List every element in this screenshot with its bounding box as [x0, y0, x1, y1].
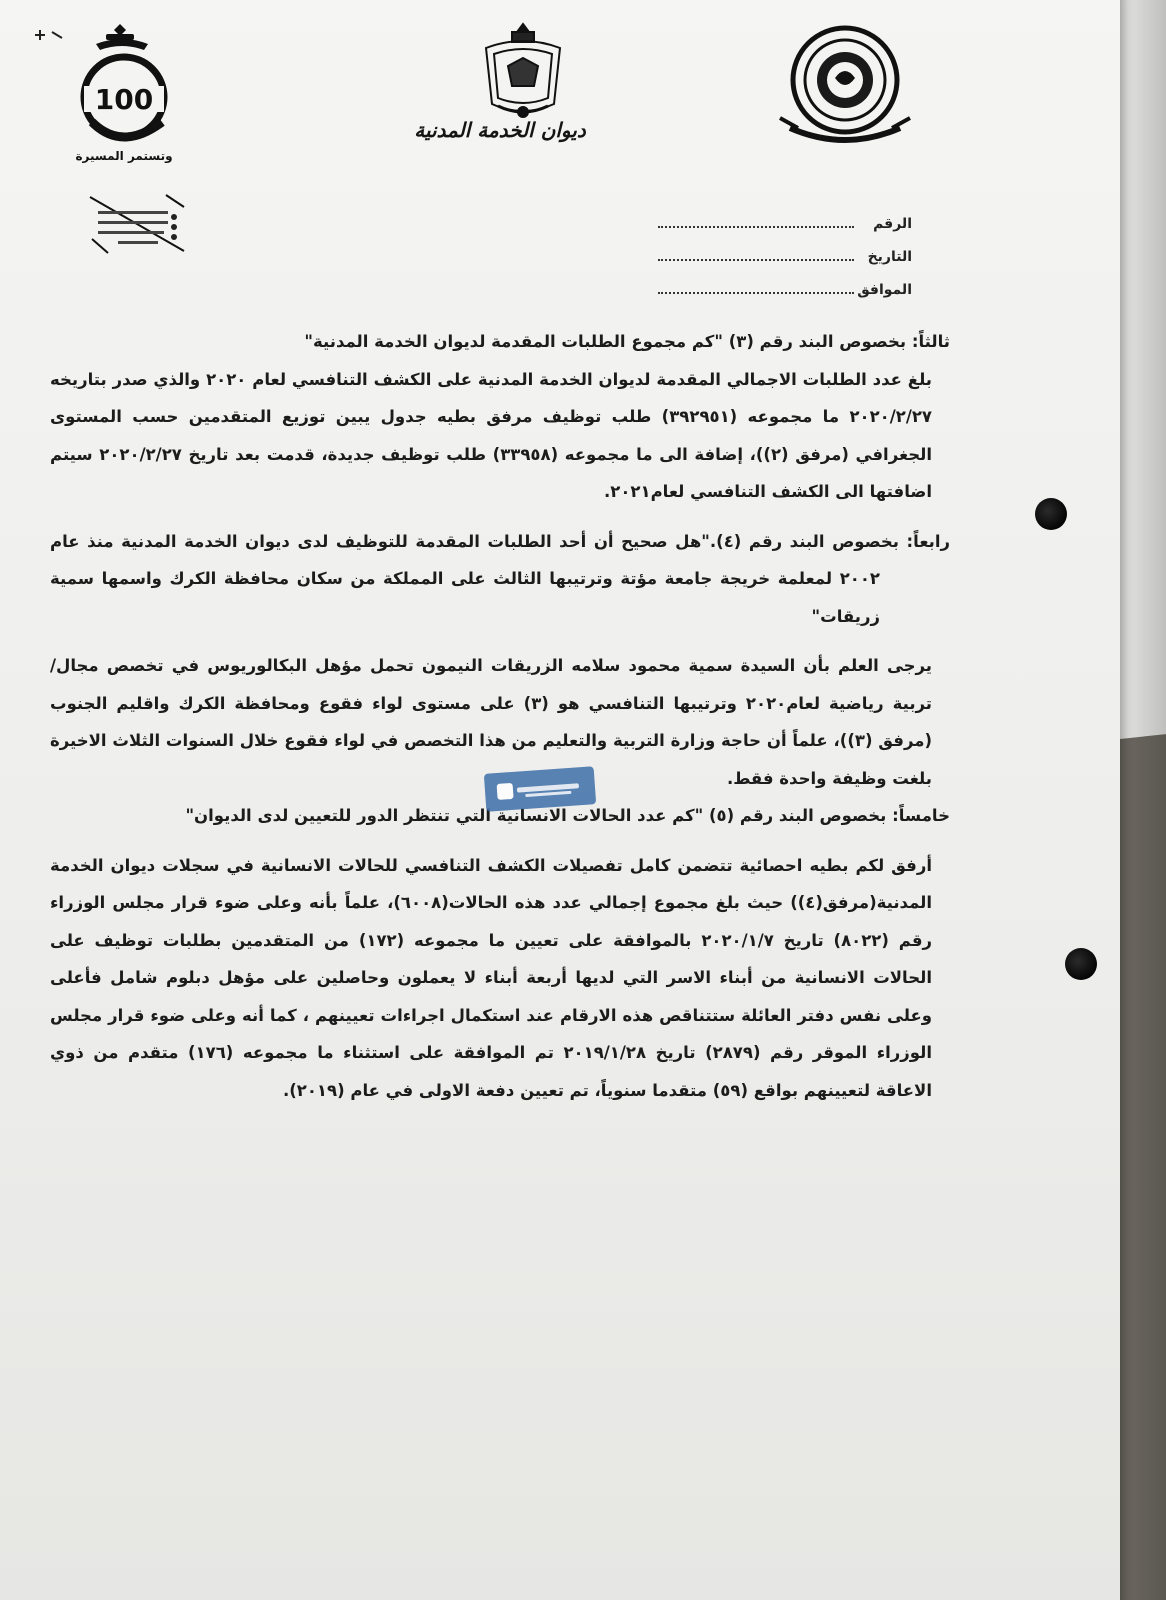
civil-service-bureau-seal-icon: [770, 20, 920, 155]
section-four-paragraph: يرجى العلم بأن السيدة سمية محمود سلامه الزريقات النيمون تحمل مؤهل البكالوريوس في تخصص مجال/تربية رياضية لعام٢٠٢٠ وترتيبها التنافسي هو (٣) على مستوى لواء فقوع ومحافظة الكرك واقليم الجنوب (مرفق (٣))، علماً أن حاجة وزارة التربية والتعليم من هذا التخصص في لواء فقوع خلال السنوات الثلاث الاخيرة بلغت وظيفة واحدة فقط.: [50, 656, 933, 788]
reference-date-row: [652, 245, 912, 278]
punch-hole: [1065, 948, 1097, 980]
reference-block: [652, 212, 912, 311]
section-three-paragraph: بلغ عدد الطلبات الاجمالي المقدمة لديوان الخدمة المدنية على الكشف التنافسي لعام ٢٠٢٠ والذي صدر بتاريخه ٢٠٢٠/٢/٢٧ ما مجموعه (٣٩٢٩٥١) طلب توظيف مرفق بطيه جدول يبين توزيع المتقدمين حسب المستوى الجغرافي (مرفق (٢))، إضافة الى ما مجموعه (٣٣٩٥٨) طلب توظيف جديدة، قدمت بعد تاريخ ٢٠٢٠/٢/٢٧ سيتم اضافتها الى الكشف التنافسي لعام٢٠٢١.: [50, 369, 933, 501]
reference-number-label: الرقم: [873, 216, 912, 232]
svg-text:100: 100: [94, 83, 154, 116]
reference-date-line: [658, 245, 854, 261]
approval-stamp-icon: [88, 193, 188, 255]
section-five-heading: خامساً: بخصوص البند رقم (٥) "كم عدد الحالات الانسانية التي تنتظر الدور للتعيين لدى الديوان": [185, 806, 950, 825]
section-five-paragraph: أرفق لكم بطيه احصائية تتضمن كامل تفصيلات الكشف التنافسي للحالات الانسانية في سجلات ديوان الخدمة المدنية(مرفق(٤)) حيث بلغ مجموع إجمالي عدد هذه الحالات(٦٠٠٨)، علماً بأنه وعلى ضوء قرار مجلس الوزراء رقم (٨٠٢٢) تاريخ ٢٠٢٠/١/٧ بالموافقة على تعيين ما مجموعه (١٧٢) من المتقدمين بطلبات توظيف على الحالات الانسانية من أبناء الاسر التي لديها أربعة أبناء لا يعملون وحاصلين على مؤهل دبلوم شامل فأعلى وعلى نفس دفتر العائلة ستتناقص هذه الارقام عند استكمال اجراءات تعيينهم ، كما أنه وعلى ضوء قرار مجلس الوزراء الموقر رقم (٢٨٧٩) تاريخ ٢٠١٩/١/٢٨ تم الموافقة على استثناء ما مجموعه (١٧٦) متقدم من ذوي الاعاقة لتعيينهم بواقع (٥٩) متقدما سنوياً، تم تعيين دفعة الاولى في عام (٢٠١٩).: [50, 855, 932, 1100]
pen-mark-icon: [30, 20, 70, 50]
reference-corresponding-row: [652, 278, 912, 311]
news-agency-watermark-icon: [484, 766, 596, 812]
reference-number-row: [652, 212, 912, 245]
reference-number-line: [658, 212, 854, 228]
reference-corresponding-line: [658, 278, 854, 294]
centennial-caption: وتستمر المسيرة: [75, 149, 173, 163]
civil-service-bureau-title: ديوان الخدمة المدنية: [414, 118, 586, 142]
section-three-heading: ثالثاً: بخصوص البند رقم (٣) "كم مجموع الطلبات المقدمة لديوان الخدمة المدنية": [304, 332, 950, 351]
reference-corresponding-label: الموافق: [857, 282, 912, 298]
centennial-logo-icon: [62, 22, 202, 172]
section-four-heading: رابعاً: بخصوص البند رقم (٤)."هل صحيح أن أحد الطلبات المقدمة للتوظيف لدى ديوان الخدمة المدنية منذ عام ٢٠٠٢ لمعلمة خريجة جامعة مؤتة وترتيبها الثالث على المملكة من سكان محافظة الكرك واسمها سمية زريقات": [50, 531, 950, 626]
letter-body: [50, 323, 950, 1109]
page-shadow: [1116, 0, 1166, 1600]
jordan-coat-of-arms-icon: [468, 18, 578, 123]
reference-date-label: التاريخ: [867, 249, 912, 265]
punch-hole: [1035, 498, 1067, 530]
